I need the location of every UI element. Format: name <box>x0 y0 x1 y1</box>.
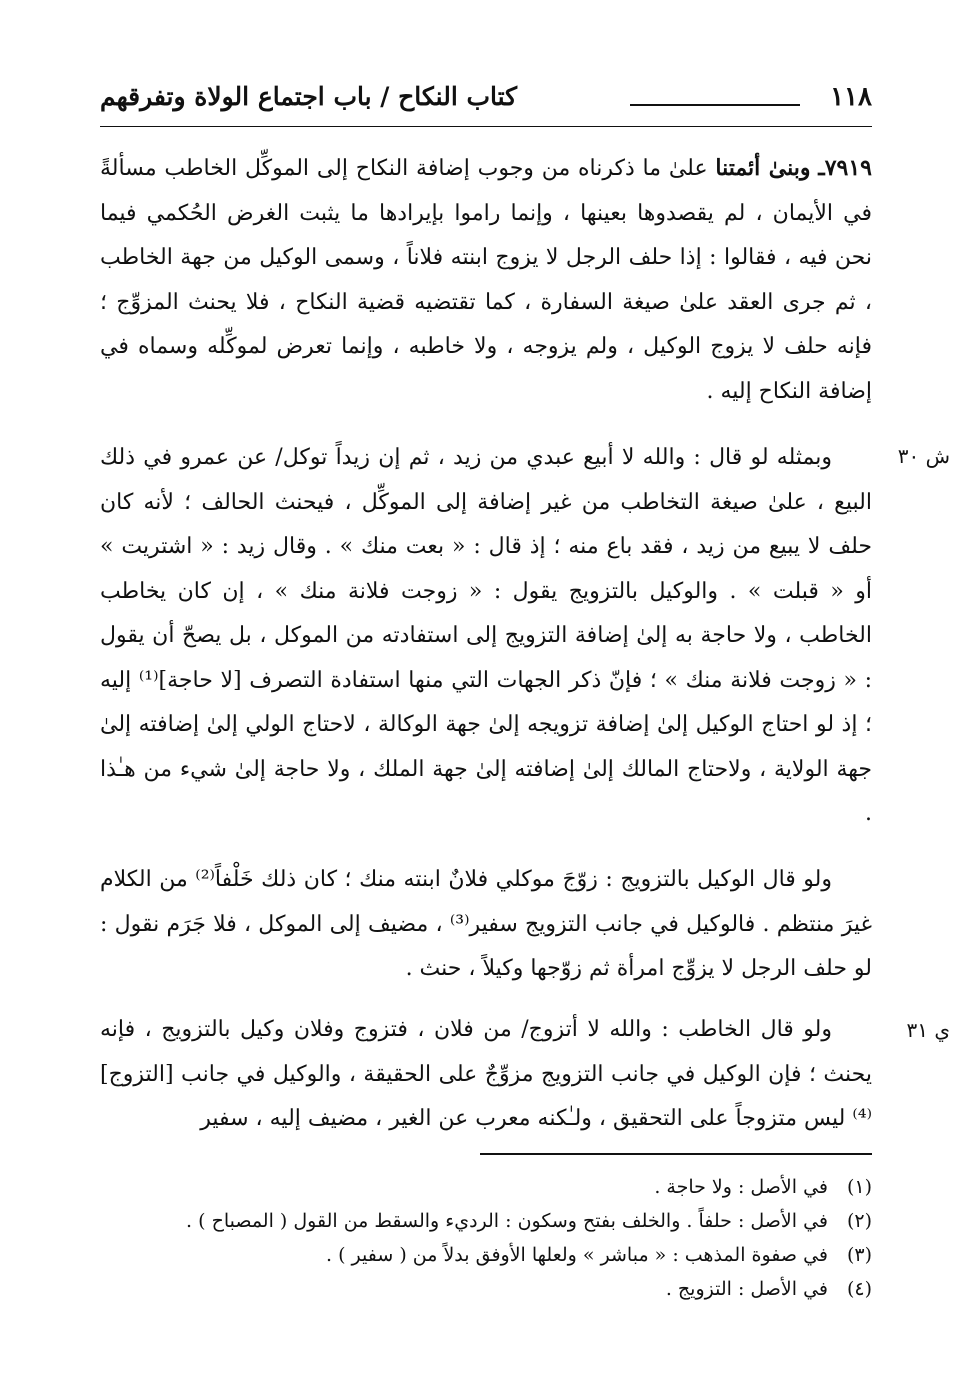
page-number: ١١٨ <box>830 82 872 112</box>
footnote-number: (٢) <box>846 1210 872 1232</box>
footnote-text: في الأصل : التزويج . <box>665 1278 828 1300</box>
footnotes <box>100 1170 872 1306</box>
footnote-number: (٣) <box>846 1244 872 1266</box>
footnote-number: (٤) <box>846 1278 872 1300</box>
footnote-3 <box>100 1238 872 1272</box>
margin-mark-sh30: ش ٣٠ <box>897 444 950 468</box>
footnote-text: في الأصل : حلفاً . والخلف بفتح وسكون : الرديء والسقط من القول ( المصباح ) . <box>186 1210 828 1232</box>
footnote-text: في صفوة المذهب : « مباشر » ولعلها الأوفق بدلاً من ( سفير ) . <box>326 1244 828 1266</box>
footnote-1 <box>100 1170 872 1204</box>
margin-mark-y31: ي ٣١ <box>906 1018 950 1042</box>
footnote-number: (١) <box>846 1176 872 1198</box>
footnote-2 <box>100 1204 872 1238</box>
paragraph-lead: وبنىٰ أئمتنا <box>715 155 811 181</box>
header-underline <box>100 126 872 127</box>
header-dash-rule <box>630 104 800 106</box>
paragraph-number: ٧٩١٩ـ <box>818 155 872 181</box>
paragraph-text: علىٰ ما ذكرناه من وجوب إضافة النكاح إلى الموكِّل الخاطب مسألةً في الأيمان ، لم يقصدوها بعينها ، وإنما راموا بإيرادها ما يثبت الغرض الحُكمي فيما نحن فيه ، فقالوا : إذا حلف الرجل لا يزوج ابنته فلاناً ، وسمى الوكيل من جهة الخاطب ، ثم جرى العقد علىٰ صيغة السفارة ، كما تقتضيه قضية النكاح ، فلا يحنث المزوِّج ؛ فإنه حلف لا يزوج الوكيل ، ولم يزوجه ، ولا خاطبه ، وإنما تعرض لموكِّله وسماه في إضافة النكاح إليه . <box>100 156 872 404</box>
paragraph-2: وبمثله لو قال : والله لا أبيع عبدي من زيد ، ثم إن زيداً توكل/ عن عمرو في ذلك البيع ، علىٰ صيغة التخاطب من غير إضافة إلى الموكِّل ، فيحنث الحالف ؛ لأنه كان حلف لا يبيع من زيد ، فقد باع منه ؛ إذ قال : « بعت منك » . وقال زيد : « اشتريت » أو « قبلت » . والوكيل بالتزويج يقول : « زوجت فلانة منك » ، إن كان يخاطب الخاطب ، ولا حاجة به إلىٰ إضافة التزويج إلى استفادته من الموكل ، بل يصحّ أن يقول : « زوجت فلانة منك » ؛ فإنّ ذكر الجهات التي منها استفادة التصرف [لا حاجة]⁽¹⁾ إليه ؛ إذ لو احتاج الوكيل إلىٰ إضافة تزويجه إلىٰ جهة الوكالة ، لاحتاج الولي إلىٰ إضافته إلىٰ جهة الولاية ، ولاحتاج المالك إلىٰ إضافته إلىٰ جهة الملك ، ولا حاجة إلىٰ شيء من هـٰذا . <box>100 445 872 826</box>
paragraph-7919 <box>100 146 872 414</box>
paragraph-4: ولو قال الخاطب : والله لا أتزوج/ من فلان ، فتزوج وفلان وكيل بالتزويج ، فإنه يحنث ؛ فإن الوكيل في جانب التزويج مزوِّجٌ على الحقيقة ، والوكيل في جانب [التزوج]⁽⁴⁾ ليس متزوجاً على التحقيق ، ولـٰكنه معرب عن الغير ، مضيف إليه ، سفير <box>100 1017 872 1131</box>
footnote-4 <box>100 1272 872 1306</box>
footnote-text: في الأصل : ولا حاجة . <box>654 1176 828 1198</box>
paragraph-3: ولو قال الوكيل بالتزويج : زوّجَ موكلي فلانٌ ابنته منك ؛ كان ذلك خَلْفاً⁽²⁾ من الكلام غيرَ منتظم . فالوكيل في جانب التزويج سفير⁽³⁾ ، مضيف إلى الموكل ، فلا جَرَم نقول : لو حلف الرجل لا يزوِّج امرأة ثم زوّجها وكيلاً ، حنث . <box>100 867 872 981</box>
page-header <box>100 82 872 122</box>
running-title: كتاب النكاح / باب اجتماع الولاة وتفرقهم <box>100 82 518 111</box>
footnote-rule <box>480 1153 872 1155</box>
